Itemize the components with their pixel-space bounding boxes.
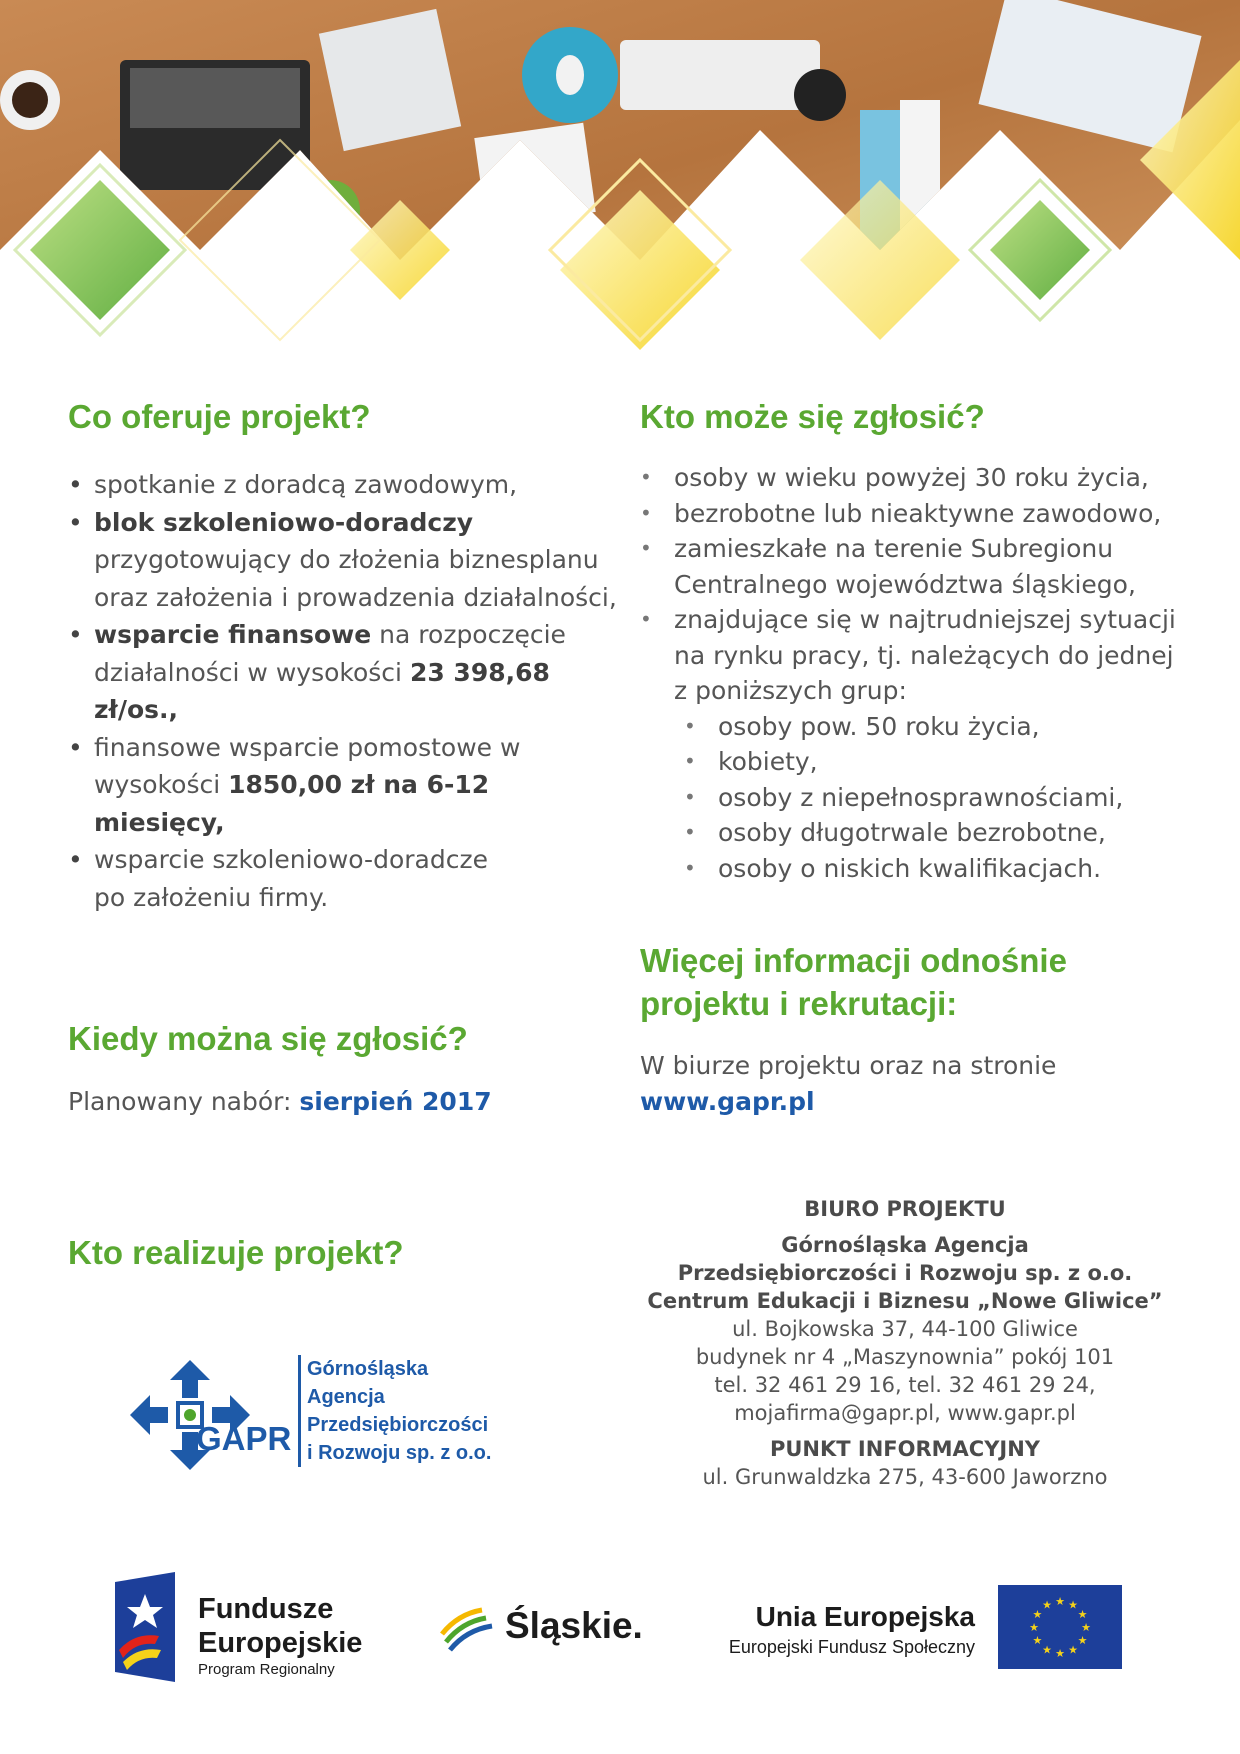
offer-heading: Co oferuje projekt? — [68, 398, 371, 435]
eu-star-icon: ★ — [1042, 1643, 1052, 1657]
list-item: • blok szkoleniowo-doradczy przygotowujący do złożenia biznesplanu oraz założenia i prowadzenia działalności, — [68, 504, 628, 617]
list-item: • osoby pow. 50 roku życia, — [684, 709, 1194, 745]
when-text: Planowany nabór: sierpień 2017 — [68, 1087, 492, 1116]
list-item: • osoby w wieku powyżej 30 roku życia, — [640, 460, 1200, 496]
list-item: • kobiety, — [684, 744, 1194, 780]
eu-star-icon: ★ — [1068, 1643, 1078, 1657]
list-item: • wsparcie finansowe na rozpoczęcie działalności w wysokości 23 398,68 zł/os., — [68, 616, 628, 729]
eu-star-icon: ★ — [1029, 1621, 1039, 1634]
office-email[interactable]: mojafirma@gapr.pl, www.gapr.pl — [734, 1401, 1076, 1425]
office-title: BIURO PROJEKTU — [804, 1197, 1006, 1221]
list-item: • znajdujące się w najtrudniejszej sytuacji na rynku pracy, tj. należących do jednej z poniższych grup: • osoby pow. 50 roku życia, • kobiety, • osoby z niepełnosprawnościami, • osoby długotrwale bezrobotne, • osoby o niskich kwalifikacjach. — [640, 602, 1194, 886]
more-info-heading: Więcej informacji odnośnie projektu i rekrutacji: — [640, 942, 1067, 1022]
office-address: ul. Bojkowska 37, 44-100 Gliwice — [732, 1317, 1078, 1341]
website-link[interactable]: www.gapr.pl — [640, 1087, 815, 1116]
recruitment-date: sierpień 2017 — [299, 1087, 492, 1116]
eu-star-icon: ★ — [1055, 1647, 1065, 1660]
eu-star-icon: ★ — [1032, 1608, 1043, 1621]
realizer-heading: Kto realizuje projekt? — [68, 1234, 404, 1271]
office-org: Przedsiębiorczości i Rozwoju sp. z o.o. — [677, 1261, 1133, 1285]
list-item: • wsparcie szkoleniowo-doradcze po założeniu firmy. — [68, 841, 524, 916]
who-sublist — [674, 709, 1194, 887]
info-point-address: ul. Grunwaldzka 275, 43-600 Jaworzno — [702, 1465, 1108, 1489]
eu-star-icon: ★ — [1077, 1608, 1088, 1621]
eu-text: Unia Europejska Europejski Fundusz Społeczny — [728, 1601, 975, 1657]
gapr-logo-word: GAPR — [196, 1420, 292, 1457]
info-point-title: PUNKT INFORMACYJNY — [769, 1437, 1041, 1461]
list-item: • zamieszkałe na terenie Subregionu Centralnego województwa śląskiego, — [640, 531, 1164, 602]
office-org: Górnośląska Agencja — [781, 1233, 1029, 1257]
project-office — [640, 1195, 1170, 1491]
fundusze-europejskie-logo-icon — [115, 1572, 175, 1682]
gapr-logo-name: Górnośląska Agencja Przedsiębiorczości i Rozwoju sp. z o.o. — [298, 1355, 491, 1467]
eu-star-icon: ★ — [1068, 1598, 1078, 1612]
header-photo-pattern — [0, 0, 1240, 360]
list-item: • osoby długotrwale bezrobotne, — [684, 815, 1194, 851]
eu-star-icon: ★ — [1042, 1598, 1052, 1612]
eu-star-icon: ★ — [1055, 1595, 1065, 1608]
eu-star-icon: ★ — [1081, 1621, 1091, 1634]
office-address: budynek nr 4 „Maszynownia” pokój 101 — [695, 1345, 1115, 1369]
slaskie-logo-icon — [438, 1604, 498, 1654]
eu-flag-icon — [998, 1585, 1122, 1669]
office-phone: tel. 32 461 29 16, tel. 32 461 29 24, — [714, 1373, 1096, 1397]
more-info-text: W biurze projektu oraz na stronie www.gapr.pl — [640, 1051, 1057, 1116]
eu-star-icon: ★ — [1032, 1634, 1043, 1647]
office-org: Centrum Edukacji i Biznesu „Nowe Gliwice” — [647, 1289, 1163, 1313]
eu-star-icon: ★ — [1077, 1634, 1088, 1647]
when-heading: Kiedy można się zgłosić? — [68, 1020, 468, 1057]
who-list — [640, 460, 1200, 886]
list-item: • spotkanie z doradcą zawodowym, — [68, 466, 628, 504]
fundusze-europejskie-text: Fundusze Europejskie Program Regionalny — [198, 1593, 363, 1678]
list-item: • osoby z niepełnosprawnościami, — [684, 780, 1194, 816]
list-item: • finansowe wsparcie pomostowe w wysokości 1850,00 zł na 6-12 miesięcy, — [68, 729, 524, 842]
slaskie-text: Śląskie. — [505, 1605, 643, 1646]
who-heading: Kto może się zgłosić? — [640, 398, 985, 435]
list-item: • bezrobotne lub nieaktywne zawodowo, — [640, 496, 1200, 532]
list-item: • osoby o niskich kwalifikacjach. — [684, 851, 1194, 887]
offer-list — [68, 466, 628, 916]
